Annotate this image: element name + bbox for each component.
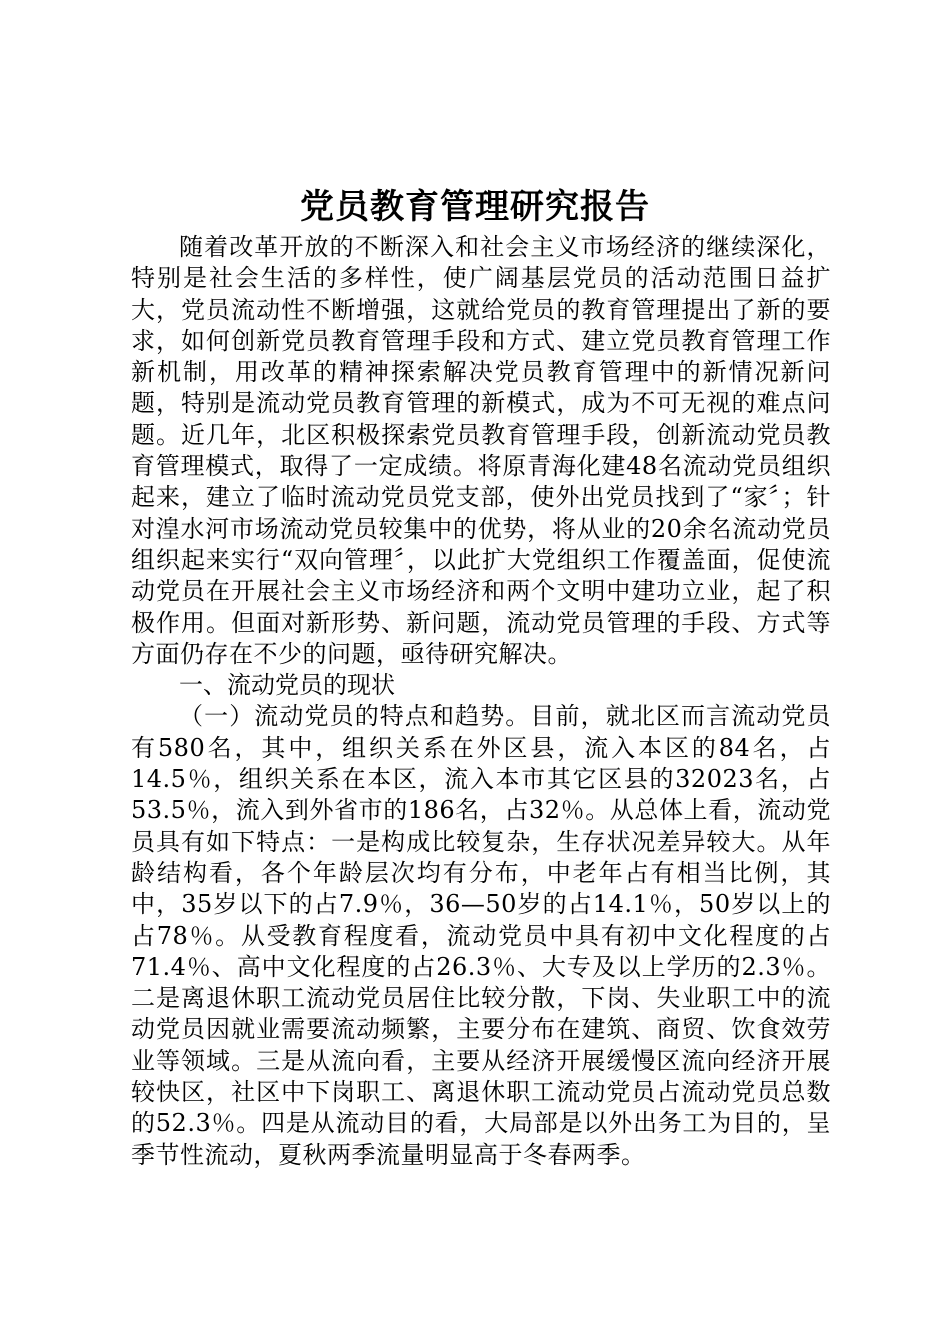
section-heading: 一、流动党员的现状: [179, 671, 395, 700]
document-body: [131, 232, 831, 1171]
intro-paragraph: 随着改革开放的不断深入和社会主义市场经济的继续深化，特别是社会生活的多样性，使广阔基层党员的活动范围日益扩大，党员流动性不断增强，这就给党员的教育管理提出了新的要求，如何创新党员教育管理手段和方式、建立党员教育管理工作新机制，用改革的精神探索解决党员教育管理中的新情况新问题，特别是流动党员教育管理的新模式，成为不可无视的难点问题。近几年，北区积极探索党员教育管理手段，创新流动党员教育管理模式，取得了一定成绩。将原青海化建48名流动党员组织起来，建立了临时流动党员党支部，使外出党员找到了“家〞；针对湟水河市场流动党员较集中的优势，将从业的20余名流动党员组织起来实行“双向管理〞，以此扩大党组织工作覆盖面，促使流动党员在开展社会主义市场经济和两个文明中建功立业，起了积极作用。但面对新形势、新问题，流动党员管理的手段、方式等方面仍存在不少的问题，亟待研究解决。: [131, 233, 831, 668]
section-paragraph: （一）流动党员的特点和趋势。目前，就北区而言流动党员有580名，其中，组织关系在外区县，流入本区的84名，占14.5％，组织关系在本区，流入本市其它区县的32023名，占53.5％，流入到外省市的186名，占32％。从总体上看，流动党员具有如下特点：一是构成比较复杂，生存状况差异较大。从年龄结构看，各个年龄层次均有分布，中老年占有相当比例，其中，35岁以下的占7.9％，36—50岁的占14.1％，50岁以上的占78％。从受教育程度看，流动党员中具有初中文化程度的占71.4％、高中文化程度的占26.3％、大专及以上学历的2.3％。二是离退休职工流动党员居住比较分散，下岗、失业职工中的流动党员因就业需要流动频繁，主要分布在建筑、商贸、饮食效劳业等领域。三是从流向看，主要从经济开展缓慢区流向经济开展较快区，社区中下岗职工、离退休职工流动党员占流动党员总数的52.3％。四是从流动目的看，大局部是以外出务工为目的，呈季节性流动，夏秋两季流量明显高于冬春两季。: [131, 702, 831, 1169]
document-title: 党员教育管理研究报告: [300, 187, 650, 227]
